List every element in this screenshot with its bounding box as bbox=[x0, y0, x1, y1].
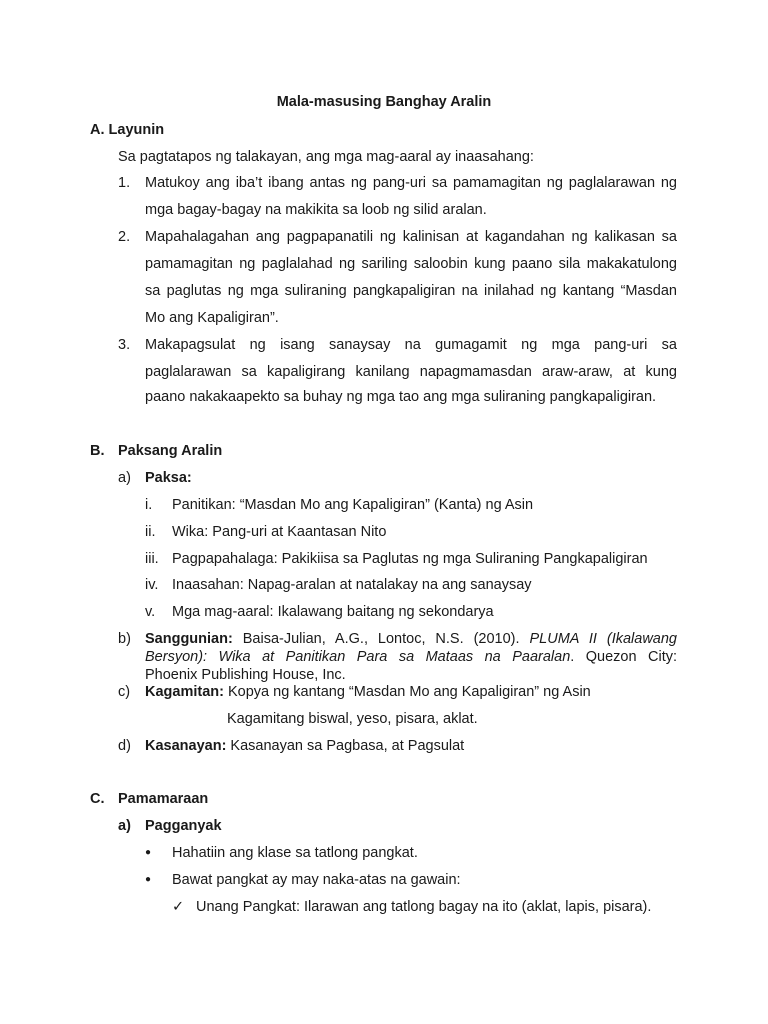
bullet-icon: ● bbox=[145, 874, 152, 885]
objective-3-number: 3. bbox=[118, 337, 131, 353]
sanggunian-line-3: Phoenix Publishing House, Inc. bbox=[145, 667, 346, 683]
kasanayan-line bbox=[145, 737, 464, 755]
paksa-item-1-text: Panitikan: “Masdan Mo ang Kapaligiran” (Kanta) ng Asin bbox=[172, 497, 534, 513]
checkmark-icon: ✓ bbox=[172, 899, 185, 915]
sanggunian-line-1 bbox=[145, 630, 677, 648]
kasanayan-text: Kasanayan sa Pagbasa, at Pagsulat bbox=[226, 738, 465, 754]
paksa-item-1-marker: i. bbox=[145, 497, 153, 513]
sanggunian-italic-1: PLUMA II (Ikalawang bbox=[529, 631, 677, 647]
sanggunian-label: Sanggunian: bbox=[145, 631, 233, 647]
kasanayan-marker: d) bbox=[118, 738, 131, 754]
pagganyak-check-1: Unang Pangkat: Ilarawan ang tatlong bagay na ito (aklat, lapis, pisara). bbox=[196, 899, 652, 915]
section-c-letter: C. bbox=[90, 791, 105, 807]
paksa-item-4-marker: iv. bbox=[145, 577, 159, 593]
section-a-intro: Sa pagtatapos ng talakayan, ang mga mag-aaral ay inaasahang: bbox=[118, 149, 534, 165]
pagganyak-bullet-2: Bawat pangkat ay may naka-atas na gawain: bbox=[172, 872, 461, 888]
objective-1-number: 1. bbox=[118, 175, 131, 191]
objective-3-line-3: paano nakakaapekto sa buhay ng mga tao ang mga suliraning pangkapaligiran. bbox=[145, 389, 657, 405]
kagamitan-label: Kagamitan: bbox=[145, 684, 224, 700]
kagamitan-line-1 bbox=[145, 683, 591, 701]
paksa-item-3-text: Pagpapahalaga: Pakikiisa sa Paglutas ng mga Suliraning Pangkapaligiran bbox=[172, 551, 648, 567]
objective-1-line-2: mga bagay-bagay na makikita sa loob ng silid aralan. bbox=[145, 202, 487, 218]
document-title: Mala-masusing Banghay Aralin bbox=[276, 94, 492, 110]
objective-3-line-2: paglalarawan sa kapaligirang kanilang napagmamasdan araw-araw, at kung bbox=[145, 364, 677, 380]
pagganyak-label: Pagganyak bbox=[145, 818, 222, 834]
bullet-icon: ● bbox=[145, 847, 152, 858]
objective-2-line-3: sa paglutas ng mga suliraning pangkapaligiran na inilahad ng kantang “Masdan bbox=[145, 283, 677, 299]
objective-2-line-2: pamamagitan ng paglalahad ng sariling saloobin kung paano sila makakatulong bbox=[145, 256, 677, 272]
paksa-item-5-marker: v. bbox=[145, 604, 156, 620]
section-b-letter: B. bbox=[90, 443, 105, 459]
section-c-heading: Pamamaraan bbox=[118, 791, 209, 807]
pagganyak-bullet-1: Hahatiin ang klase sa tatlong pangkat. bbox=[172, 845, 418, 861]
paksa-item-3-marker: iii. bbox=[145, 551, 159, 567]
kagamitan-line-2: Kagamitang biswal, yeso, pisara, aklat. bbox=[227, 711, 478, 727]
objective-2-line-4: Mo ang Kapaligiran”. bbox=[145, 310, 279, 326]
objective-2-line-1: Mapahalagahan ang pagpapanatili ng kalinisan at kagandahan ng kalikasan sa bbox=[145, 229, 677, 245]
sanggunian-text-1: Baisa-Julian, A.G., Lontoc, N.S. (2010). bbox=[232, 631, 530, 647]
section-b-heading: Paksang Aralin bbox=[118, 443, 223, 459]
sanggunian-text-2: . Quezon City: bbox=[570, 649, 678, 665]
paksa-marker: a) bbox=[118, 470, 131, 486]
section-a-heading: A. Layunin bbox=[90, 122, 165, 138]
sanggunian-italic-2: Bersyon): Wika at Panitikan Para sa Mataas na Paaralan bbox=[145, 649, 571, 665]
pagganyak-marker: a) bbox=[118, 818, 131, 834]
kasanayan-label: Kasanayan: bbox=[145, 738, 227, 754]
objective-1-line-1: Matukoy ang iba’t ibang antas ng pang-uri sa pamamagitan ng paglalarawan ng bbox=[145, 175, 677, 191]
paksa-item-2-text: Wika: Pang-uri at Kaantasan Nito bbox=[172, 524, 387, 540]
paksa-item-4-text: Inaasahan: Napag-aralan at natalakay na ang sanaysay bbox=[172, 577, 532, 593]
objective-2-number: 2. bbox=[118, 229, 131, 245]
sanggunian-line-2 bbox=[145, 648, 677, 666]
paksa-label: Paksa: bbox=[145, 470, 192, 486]
objective-3-line-1: Makapagsulat ng isang sanaysay na gumagamit ng mga pang-uri sa bbox=[145, 337, 677, 353]
sanggunian-marker: b) bbox=[118, 631, 131, 647]
paksa-item-2-marker: ii. bbox=[145, 524, 156, 540]
kagamitan-text: Kopya ng kantang “Masdan Mo ang Kapaligiran” ng Asin bbox=[223, 684, 591, 700]
paksa-item-5-text: Mga mag-aaral: Ikalawang baitang ng sekondarya bbox=[172, 604, 494, 620]
kagamitan-marker: c) bbox=[118, 684, 131, 700]
